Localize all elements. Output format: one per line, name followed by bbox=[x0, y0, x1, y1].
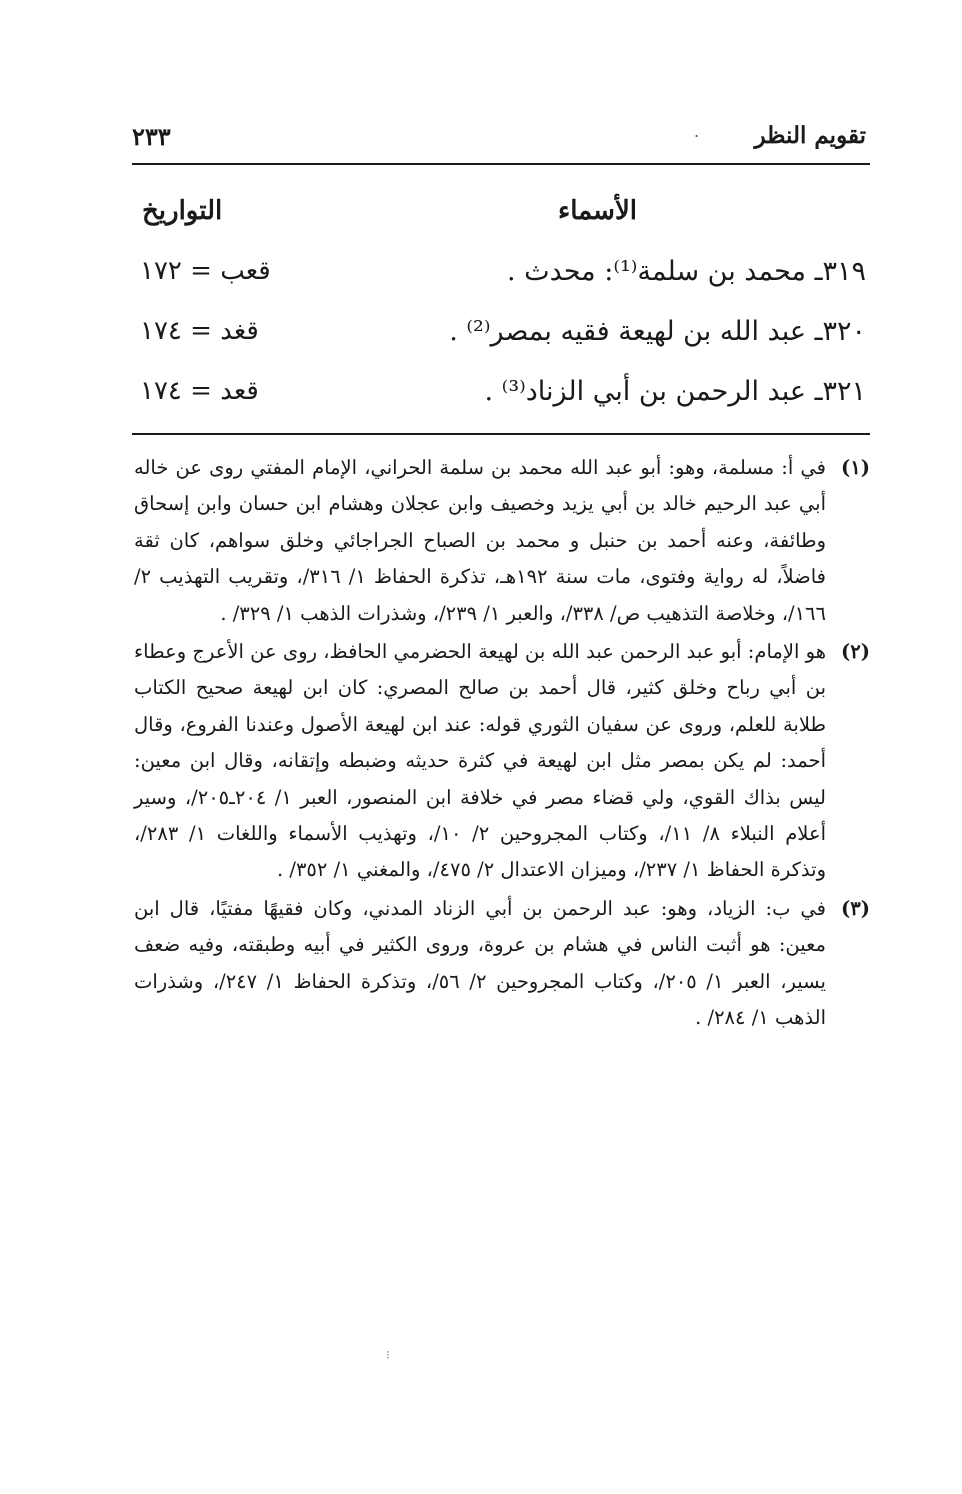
footnote-1 bbox=[134, 450, 870, 632]
footnote-number: (٢) bbox=[841, 640, 870, 664]
footnote-text: في ب: الزياد، وهو: عبد الرحمن بن أبي الزناد المدني، وكان فقيهًا مفتيًا، قال ابن معين: هو أثبت الناس في هشام بن عروة، وروى الكثير في أبيه وطبقته، وفيه ضعف يسير، العبر ١/ ٢٠٥/، وكتاب المجروحين ٢/ ٥٦/، وتذكرة الحفاظ ١/ ٢٤٧/، وشذرات الذهب ١/ ٢٨٤/ . bbox=[134, 896, 826, 1030]
footnote-number: (١) bbox=[841, 456, 870, 479]
footnote-3 bbox=[134, 891, 870, 1037]
column-header-dates: التواريخ bbox=[142, 196, 223, 226]
footnote-text: في أ: مسلمة، وهو: أبو عبد الله محمد بن سلمة الحراني، الإمام المفتي روى عن خاله أبي عبد الرحيم خالد بن أبي يزيد وخصيف وابن عجلان وهشام ابن حسان وابن إسحاق وطائفة، وعنه أحمد بن حنبل و محمد بن الصباح الجراجائي وخلق سواهم، كان ثقة فاضلاً، له رواية وفتوى، مات سنة ١٩٢هـ، تذكرة الحفاظ ١/ ٣١٦/، وتقريب التهذيب ٢/ ١٦٦/، وخلاصة التذهيب ص/ ٣٣٨/، والعبر ١/ ٢٣٩/، وشذرات الذهب ١/ ٣٢٩/ . bbox=[134, 456, 826, 625]
footnote-separator bbox=[132, 433, 870, 435]
entry-name-319: ٣١٩ـ محمد بن سلمة⁽¹⁾: محدث . bbox=[507, 256, 866, 287]
stray-mark: ⁝ bbox=[386, 1348, 390, 1362]
column-header-names: الأسماء bbox=[558, 196, 638, 226]
header-rule bbox=[132, 163, 870, 165]
entry-name-320: ٣٢٠ـ عبد الله بن لهيعة فقيه بمصر⁽²⁾ . bbox=[449, 316, 866, 347]
header-dot: . bbox=[694, 122, 700, 141]
footnotes bbox=[134, 450, 870, 1039]
page-number: ٢٣٣ bbox=[132, 122, 171, 151]
entry-date-320: قغد = ١٧٤ bbox=[140, 316, 259, 346]
entry-date-321: قعد = ١٧٤ bbox=[140, 376, 259, 406]
footnote-2 bbox=[134, 634, 870, 889]
book-title: تقويم النظر bbox=[754, 122, 866, 149]
footnote-text: هو الإمام: أبو عبد الرحمن عبد الله بن لهيعة الحضرمي الحافظ، روى عن الأعرج وعطاء بن أبي رباح وخلق كثير، قال أحمد بن صالح المصري: كان ابن لهيعة صحيح الكتاب طلابة للعلم، وروى عن سفيان الثوري قوله: عند ابن لهيعة الأصول وعندنا الفروع، وقال أحمد: لم يكن بمصر مثل ابن لهيعة في كثرة حديثه وضبطه وإتقانه، وقال ابن معين: ليس بذاك القوي، ولي قضاء مصر في خلافة ابن المنصور، العبر ١/ ٢٠٤ـ٢٠٥/، وسير أعلام النبلاء ٨/ ١١/، وكتاب المجروحين ٢/ ١٠/، وتهذيب الأسماء واللغات ١/ ٢٨٣/، وتذكرة الحفاظ ١/ ٢٣٧/، وميزان الاعتدال ٢/ ٤٧٥/، والمغني ١/ ٣٥٢/ . bbox=[134, 640, 826, 882]
entry-name-321: ٣٢١ـ عبد الرحمن بن أبي الزناد⁽³⁾ . bbox=[484, 376, 866, 407]
footnote-number: (٣) bbox=[841, 896, 870, 920]
entry-date-319: قعب = ١٧٢ bbox=[140, 256, 271, 286]
